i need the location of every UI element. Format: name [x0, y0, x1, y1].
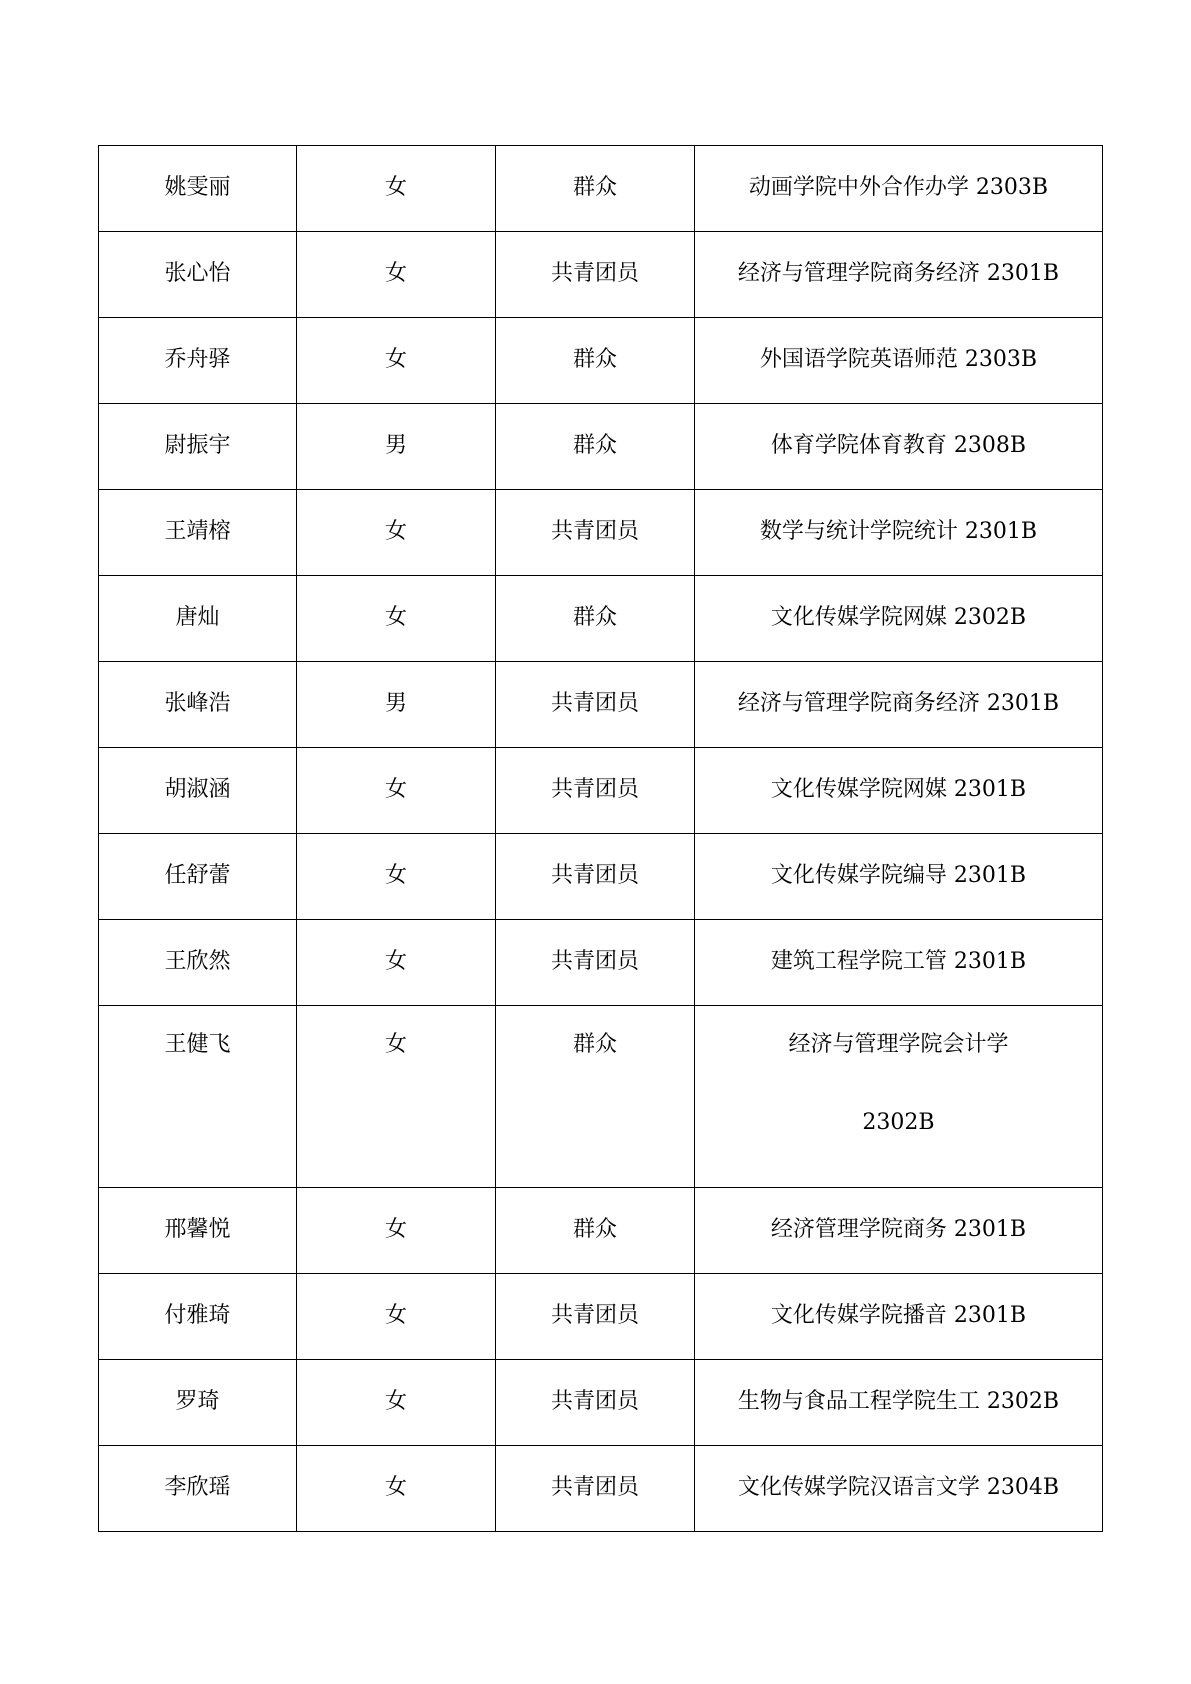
name-cell: 邢馨悦: [99, 1188, 297, 1274]
class-unit-cell: [695, 1006, 1103, 1188]
political-status-cell: 共青团员: [496, 1360, 695, 1446]
table-row: [99, 404, 1103, 490]
political-status-cell: 共青团员: [496, 1446, 695, 1532]
class-unit-cell: 文化传媒学院网媒 2301B: [695, 748, 1103, 834]
class-unit-cell: 动画学院中外合作办学 2303B: [695, 146, 1103, 232]
table-row: [99, 1006, 1103, 1188]
political-status-cell: 共青团员: [496, 662, 695, 748]
political-status-cell: 群众: [496, 1006, 695, 1188]
member-roster-table: [98, 145, 1103, 1532]
name-cell: 王欣然: [99, 920, 297, 1006]
political-status-cell: 共青团员: [496, 490, 695, 576]
table-row: [99, 662, 1103, 748]
class-unit-cell: 体育学院体育教育 2308B: [695, 404, 1103, 490]
political-status-cell: 共青团员: [496, 748, 695, 834]
political-status-cell: 群众: [496, 576, 695, 662]
name-cell: 张心怡: [99, 232, 297, 318]
gender-cell: 女: [297, 1274, 496, 1360]
gender-cell: 女: [297, 834, 496, 920]
name-cell: 唐灿: [99, 576, 297, 662]
gender-cell: 女: [297, 146, 496, 232]
gender-cell: 女: [297, 576, 496, 662]
gender-cell: 女: [297, 232, 496, 318]
name-cell: 张峰浩: [99, 662, 297, 748]
table-row: [99, 834, 1103, 920]
class-unit-cell: 文化传媒学院网媒 2302B: [695, 576, 1103, 662]
name-cell: 付雅琦: [99, 1274, 297, 1360]
class-unit-cell: 文化传媒学院播音 2301B: [695, 1274, 1103, 1360]
class-unit-cell: 建筑工程学院工管 2301B: [695, 920, 1103, 1006]
political-status-cell: 群众: [496, 146, 695, 232]
gender-cell: 女: [297, 1360, 496, 1446]
class-unit-cell: 生物与食品工程学院生工 2302B: [695, 1360, 1103, 1446]
table-row: [99, 1360, 1103, 1446]
name-cell: 姚雯丽: [99, 146, 297, 232]
table-row: [99, 576, 1103, 662]
name-cell: 李欣瑶: [99, 1446, 297, 1532]
gender-cell: 男: [297, 404, 496, 490]
class-unit-cell: 经济与管理学院商务经济 2301B: [695, 662, 1103, 748]
gender-cell: 女: [297, 1188, 496, 1274]
table-row: [99, 748, 1103, 834]
table-row: [99, 1188, 1103, 1274]
name-cell: 胡淑涵: [99, 748, 297, 834]
table-row: [99, 146, 1103, 232]
political-status-cell: 共青团员: [496, 834, 695, 920]
table-row: [99, 232, 1103, 318]
political-status-cell: 共青团员: [496, 1274, 695, 1360]
gender-cell: 女: [297, 920, 496, 1006]
political-status-cell: 共青团员: [496, 920, 695, 1006]
name-cell: 罗琦: [99, 1360, 297, 1446]
gender-cell: 女: [297, 490, 496, 576]
political-status-cell: 群众: [496, 404, 695, 490]
gender-cell: 男: [297, 662, 496, 748]
name-cell: 尉振宇: [99, 404, 297, 490]
table-row: [99, 1446, 1103, 1532]
class-unit-line: 2302B: [862, 1110, 935, 1135]
gender-cell: 女: [297, 1006, 496, 1188]
class-unit-cell: 文化传媒学院汉语言文学 2304B: [695, 1446, 1103, 1532]
class-unit-cell: 数学与统计学院统计 2301B: [695, 490, 1103, 576]
table-row: [99, 1274, 1103, 1360]
class-unit-cell: 文化传媒学院编导 2301B: [695, 834, 1103, 920]
class-unit-cell: 经济管理学院商务 2301B: [695, 1188, 1103, 1274]
table-row: [99, 318, 1103, 404]
political-status-cell: 群众: [496, 1188, 695, 1274]
political-status-cell: 群众: [496, 318, 695, 404]
table-row: [99, 490, 1103, 576]
table-row: [99, 920, 1103, 1006]
class-unit-cell: 外国语学院英语师范 2303B: [695, 318, 1103, 404]
gender-cell: 女: [297, 748, 496, 834]
political-status-cell: 共青团员: [496, 232, 695, 318]
name-cell: 王靖榕: [99, 490, 297, 576]
gender-cell: 女: [297, 1446, 496, 1532]
class-unit-cell: 经济与管理学院商务经济 2301B: [695, 232, 1103, 318]
name-cell: 乔舟驿: [99, 318, 297, 404]
gender-cell: 女: [297, 318, 496, 404]
name-cell: 任舒蕾: [99, 834, 297, 920]
class-unit-line: 经济与管理学院会计学: [788, 1032, 1009, 1057]
name-cell: 王健飞: [99, 1006, 297, 1188]
